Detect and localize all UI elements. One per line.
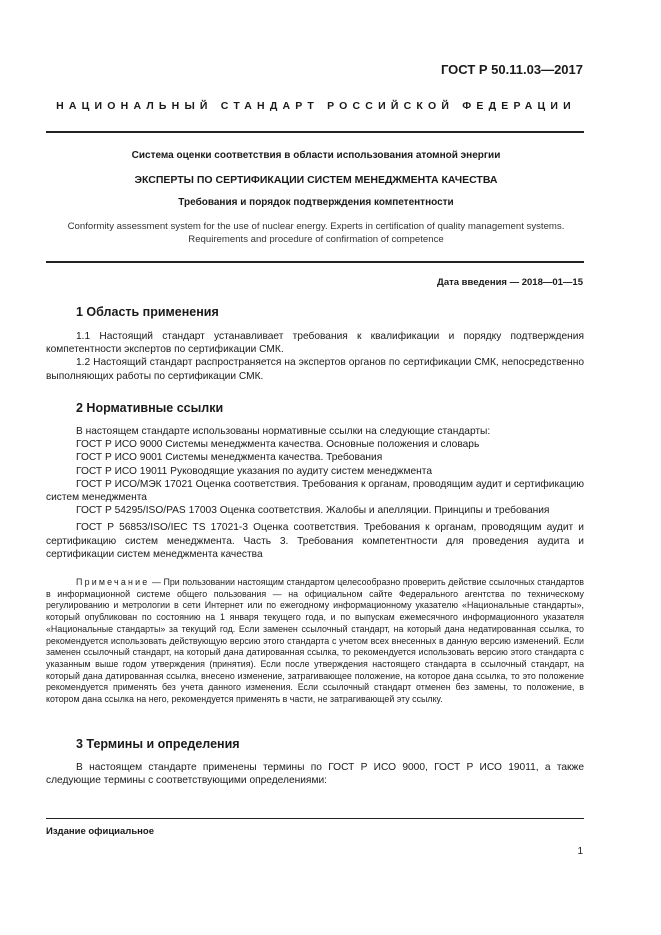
national-standard-heading: НАЦИОНАЛЬНЫЙ СТАНДАРТ РОССИЙСКОЙ ФЕДЕРАЦИИ: [56, 100, 576, 112]
main-title: ЭКСПЕРТЫ ПО СЕРТИФИКАЦИИ СИСТЕМ МЕНЕДЖМЕНТА КАЧЕСТВА: [134, 174, 498, 186]
note-paragraph: [46, 577, 584, 706]
terms-intro: В настоящем стандарте применены термины по ГОСТ Р ИСО 9000, ГОСТ Р ИСО 19011, а также следующие термины с соответствующими определениями:: [46, 762, 584, 787]
requirements-subtitle: Требования и порядок подтверждения компетентности: [178, 197, 454, 208]
note-text: — При пользовании настоящим стандартом целесообразно проверить действие ссылочных стандартов в информационной системе общего пользования — на официальном сайте Федерального агентства по техническому регулированию и метрологии в сети Интернет или по ежегодному информационному указателю «Национальные стандарты», который опубликован по состоянию на 1 января текущего года, и по выпускам ежемесячного информационного указателя «Национальные стандарты» за текущий год. Если заменен ссылочный стандарт, на который дана недатированная ссылка, то рекомендуется использовать действующую версию этого стандарта с учетом всех внесенных в данную версию изменений. Если заменен ссылочный стандарт, на который дана датированная ссылка, то рекомендуется использовать версию этого стандарта с указанным выше годом утверждения (принятия). Если после утверждения настоящего стандарта в ссылочный стандарт, на который дана датированная ссылка, внесено изменение, затрагивающее положение, на которое дана ссылка, то это положение рекомендуется применять без учета данного изменения. Если ссылочный стандарт отменен без замены, то положение, в котором дана ссылка на него, рекомендуется применять в части, не затрагивающей эту ссылку.: [46, 577, 584, 705]
section-2-heading: 2 Нормативные ссылки: [76, 401, 224, 415]
section-3-heading: 3 Термины и определения: [76, 737, 240, 751]
reference-item: ГОСТ Р ИСО 19011 Руководящие указания по аудиту систем менеджмента: [76, 465, 432, 477]
reference-item: ГОСТ Р 54295/ISO/PAS 17003 Оценка соответствия. Жалобы и апелляции. Принципы и требования: [76, 505, 550, 517]
references-note: [46, 577, 584, 706]
section-1-body: [46, 330, 584, 383]
title-divider: [46, 261, 584, 263]
system-title: Система оценки соответствия в области использования атомной энергии: [131, 150, 501, 161]
document-number: ГОСТ Р 50.11.03—2017: [440, 62, 583, 77]
paragraph-1-1: 1.1 Настоящий стандарт устанавливает требования к квалификации и порядку подтверждения компетентности экспертов по сертификации СМК.: [46, 331, 584, 356]
paragraph-1-2: 1.2 Настоящий стандарт распространяется на экспертов органов по сертификации СМК, непосредственно выполняющих работы по сертификации СМК.: [46, 357, 584, 382]
reference-item: ГОСТ Р ИСО/МЭК 17021 Оценка соответствия. Требования к органам, проводящим аудит и сертификацию систем менеджмента: [46, 478, 584, 504]
section-1-heading: 1 Область применения: [76, 305, 219, 319]
footer-divider: [46, 818, 584, 819]
official-edition-label: Издание официальное: [46, 826, 154, 837]
references-intro: В настоящем стандарте использованы нормативные ссылки на следующие стандарты:: [76, 426, 491, 437]
english-title-line-1: Conformity assessment system for the use of nuclear energy. Experts in certification of quality management systems.: [67, 221, 565, 232]
note-label: Примечание: [76, 577, 150, 587]
header-divider: [46, 131, 584, 133]
page-number: 1: [577, 846, 583, 857]
english-title: [46, 221, 586, 246]
reference-item: ГОСТ Р ИСО 9001 Системы менеджмента качества. Требования: [76, 452, 383, 464]
section-3-body: [46, 761, 584, 787]
reference-item: ГОСТ Р 56853/ISO/IEC TS 17021-3 Оценка соответствия. Требования к органам, проводящим аудит и сертификацию систем менеджмента. Часть 3. Требования компетентности для проведения аудита и сертификации систем менеджмента качества: [46, 522, 584, 560]
introduction-date: Дата введения — 2018—01—15: [437, 277, 583, 288]
reference-item: ГОСТ Р ИСО 9000 Системы менеджмента качества. Основные положения и словарь: [76, 439, 480, 451]
english-title-line-2: Requirements and procedure of confirmation of competence: [188, 233, 444, 245]
section-2-body: [46, 425, 584, 561]
